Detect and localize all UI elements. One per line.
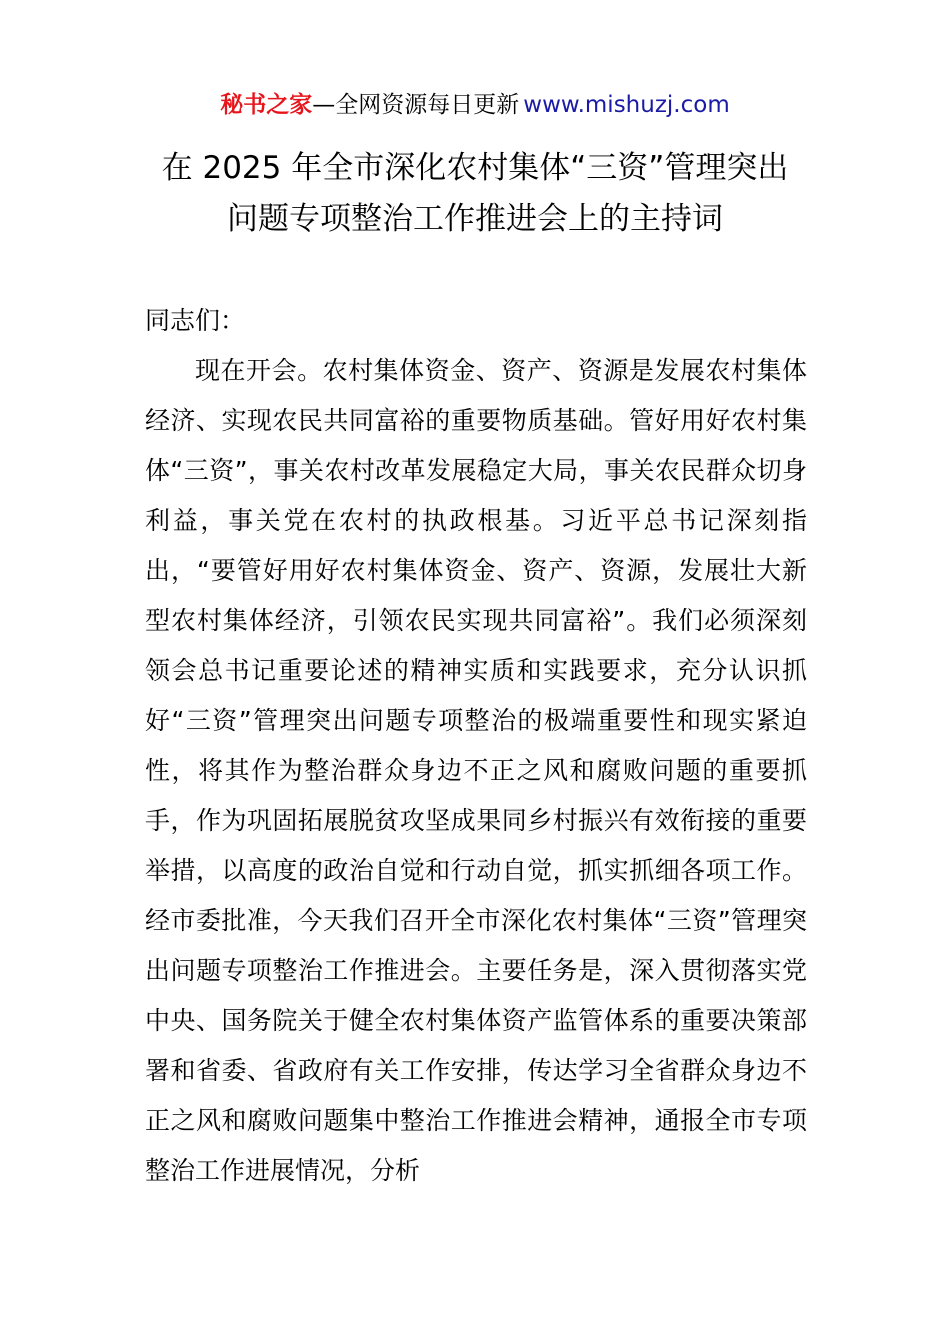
document-title (100, 143, 850, 245)
title-line-1: 在 2025 年全市深化农村集体“三资”管理突出 (161, 150, 789, 186)
site-brand: 秘书之家 (220, 92, 313, 118)
site-header (0, 88, 950, 122)
document-body (145, 296, 807, 1196)
site-url-link[interactable]: www.mishuzj.com (523, 92, 730, 118)
title-line-2: 问题专项整治工作推进会上的主持词 (227, 201, 723, 237)
site-tagline: —全网资源每日更新 (312, 92, 520, 118)
paragraph-1: 现在开会。农村集体资金、资产、资源是发展农村集体经济、实现农民共同富裕的重要物质基础。管好用好农村集体“三资”，事关农村改革发展稳定大局，事关农民群众切身利益，事关党在农村的执政根基。习近平总书记深刻指出，“要管好用好农村集体资金、资产、资源，发展壮大新型农村集体经济，引领农民实现共同富裕”。我们必须深刻领会总书记重要论述的精神实质和实践要求，充分认识抓好“三资”管理突出问题专项整治的极端重要性和现实紧迫性，将其作为整治群众身边不正之风和腐败问题的重要抓手，作为巩固拓展脱贫攻坚成果同乡村振兴有效衔接的重要举措，以高度的政治自觉和行动自觉，抓实抓细各项工作。经市委批准，今天我们召开全市深化农村集体“三资”管理突出问题专项整治工作推进会。主要任务是，深入贯彻落实党中央、国务院关于健全农村集体资产监管体系的重要决策部署和省委、省政府有关工作安排，传达学习全省群众身边不正之风和腐败问题集中整治工作推进会精神，通报全市专项整治工作进展情况，分析 (145, 356, 807, 1185)
salutation: 同志们： (145, 306, 246, 335)
